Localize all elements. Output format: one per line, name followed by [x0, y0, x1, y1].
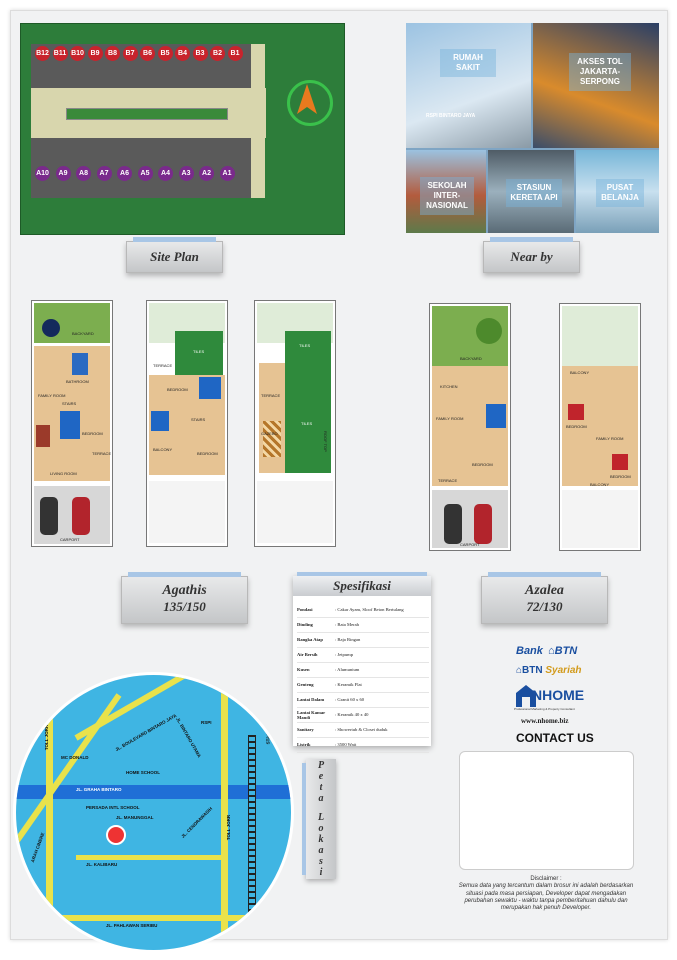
lot-marker-b12: B12 [35, 46, 50, 61]
brochure-page [10, 10, 668, 940]
peta-char: t [319, 782, 323, 793]
nhome-tagline: Professional Marketing & Property Consultant [514, 707, 575, 711]
lot-marker-a10: A10 [35, 166, 50, 181]
carport-area [149, 481, 225, 543]
btn-text: BTN [554, 645, 578, 657]
room-label: ROOF TOP [323, 431, 328, 452]
gazebo-block [263, 421, 281, 457]
spec-value: : Showertub & Closet duduk [335, 727, 388, 732]
lot-marker-b3: B3 [193, 46, 208, 61]
agathis-size: 135/150 [163, 599, 206, 614]
map-label: RSPI [201, 720, 212, 725]
website-link[interactable]: www.nhome.biz [521, 717, 569, 725]
map-label: BSD [56, 923, 66, 928]
spec-value: : 3500 Watt [335, 742, 357, 747]
peta-char: L [317, 812, 325, 823]
tile-toll [533, 23, 659, 148]
tree-icon [476, 318, 502, 344]
lot-marker-b5: B5 [158, 46, 173, 61]
hospital-sign: RSPI BINTARO JAYA [426, 113, 476, 119]
peta-char: P [317, 760, 325, 771]
room-label: BEDROOM [610, 474, 631, 479]
road-diagonal [13, 693, 121, 852]
carport-area [562, 490, 638, 548]
contact-us-heading: CONTACT US [516, 731, 594, 745]
disclaimer-title: Disclaimer : [530, 876, 562, 882]
room-label: STAIRS [191, 417, 206, 422]
room-label: BEDROOM [197, 451, 218, 456]
specification-table [293, 576, 431, 746]
agathis-name: Agathis [162, 583, 207, 598]
tile-label-hospital: RUMAH SAKIT [440, 49, 496, 77]
bed-icon [612, 454, 628, 470]
tile-station [488, 150, 574, 233]
room-label: BALCONY [590, 482, 610, 487]
spec-row [297, 722, 429, 738]
lot-marker-a3: A3 [179, 166, 194, 181]
peta-lokasi-label [306, 759, 336, 879]
disclaimer-body: Semua data yang tercantum dalam brosur ini adalah berdasarkan situasi pada masa persiapan, Developer dapat mengadakan perubahan sewaktu - waktu tanpa pemberitahuan dahulu dan merupakan hak penuh Developer. [458, 883, 634, 912]
spec-key: Air Bersih [297, 652, 318, 657]
spec-value: : Cakar Ayam, Sloof Beton Bertulang [335, 607, 404, 612]
spec-value: : Keramik Flat [335, 682, 362, 687]
lot-marker-a2: A2 [199, 166, 214, 181]
agathis-type-label [121, 576, 248, 624]
spec-key: Lantai Dalam [297, 697, 325, 702]
peta-char: i [319, 867, 323, 878]
lot-marker-b8: B8 [105, 46, 120, 61]
carport-area [257, 481, 333, 543]
room-label: TILES [193, 349, 205, 354]
room-label: TERRACE [261, 393, 281, 398]
car-icon [444, 504, 462, 544]
tile-label-mall: PUSAT BELANJA [596, 179, 644, 207]
lot-marker-b6: B6 [140, 46, 155, 61]
room-label: BEDROOM [167, 387, 188, 392]
bathroom-block [199, 377, 221, 399]
spec-key: Pondasi [297, 607, 313, 612]
spec-row [297, 647, 429, 663]
spec-value: : Keramik 40 x 40 [335, 712, 369, 717]
north-compass-icon [287, 80, 333, 126]
room-label: STAIRS [62, 401, 77, 406]
road-kaliboru [76, 855, 226, 860]
disclaimer [451, 876, 641, 912]
room-label: FAMILY ROOM [596, 436, 624, 441]
btn-syariah-logo: ⌂BTN Syariah [516, 665, 582, 676]
lot-marker-a4: A4 [158, 166, 173, 181]
peta-char: e [318, 771, 324, 782]
btn2-text: BTN [522, 665, 543, 676]
room-label: BEDROOM [82, 431, 103, 436]
location-pin-icon [106, 825, 126, 845]
road-toll-jorr [221, 675, 228, 950]
road-boulevard [75, 672, 269, 741]
agathis-first-floor-plan [146, 300, 228, 547]
spec-value: : Granit 60 x 60 [335, 697, 365, 702]
spec-key: Sanitary [297, 727, 314, 732]
map-label: PERSADA INTL SCHOOL [86, 805, 140, 810]
tile-label-school: SEKOLAH INTER- NASIONAL [420, 177, 474, 215]
lot-marker-b4: B4 [175, 46, 190, 61]
room-label: BALCONY [570, 370, 590, 375]
bedroom-block [60, 411, 80, 439]
room-label: BACKYARD [460, 356, 482, 361]
spec-row [297, 662, 429, 678]
room-label: BEDROOM [472, 462, 493, 467]
room-label: BATHROOM [66, 379, 89, 384]
room-label: TERRACE [153, 363, 173, 368]
syariah-text: Syariah [545, 665, 582, 676]
spec-row [297, 707, 429, 723]
spec-key: Listrik [297, 742, 311, 747]
tile-school [406, 150, 486, 233]
map-label: JL. KALIBARU [86, 862, 118, 867]
near-by-label: Near by [483, 241, 580, 273]
room-label: FAMILY ROOM [38, 393, 66, 398]
room-label: TILES [299, 343, 311, 348]
azalea-size: 72/130 [526, 599, 563, 614]
map-label: MC DONALD [61, 755, 89, 760]
map-label: JL. BINTARO UTAMA [175, 716, 202, 759]
bed-icon [568, 404, 584, 420]
spec-value: : Bata Merah [335, 622, 359, 627]
backyard-area [562, 306, 638, 366]
spec-row [297, 602, 429, 618]
site-plan-image [20, 23, 345, 235]
nearby-collage [406, 23, 659, 233]
map-label: JL. GRAHA BINTARO [76, 787, 122, 792]
spec-value: : Jetpump [335, 652, 353, 657]
map-label: TOLL JORR [226, 814, 232, 841]
tile-label-toll: AKSES TOL JAKARTA- SERPONG [569, 53, 631, 91]
spec-row [297, 617, 429, 633]
agathis-ground-floor-plan [31, 300, 113, 547]
room-label: FAMILY ROOM [436, 416, 464, 421]
azalea-first-floor-plan [559, 303, 641, 551]
tiles-area [285, 361, 331, 473]
azalea-name: Azalea [525, 583, 564, 598]
azalea-ground-floor-plan [429, 303, 511, 551]
tile-mall [576, 150, 659, 233]
bathroom-block [486, 404, 506, 428]
side-road [251, 44, 265, 198]
lot-marker-b10: B10 [70, 46, 85, 61]
peta-char: o [318, 823, 324, 834]
bathroom-block [72, 353, 88, 375]
peta-char: a [318, 845, 324, 856]
peta-char: s [319, 856, 323, 867]
lot-marker-b9: B9 [88, 46, 103, 61]
spec-value: : Baja Ringan [335, 637, 361, 642]
nhome-logo [514, 683, 585, 713]
spec-title: Spesifikasi [293, 576, 431, 596]
lot-marker-a9: A9 [56, 166, 71, 181]
spec-key: Lantai Kamar Mandi [297, 709, 326, 720]
room-label: CARPORT [60, 537, 80, 542]
lot-marker-a5: A5 [138, 166, 153, 181]
peta-char: a [318, 793, 324, 804]
room-label: GAZEBO [261, 431, 278, 436]
bank-btn-logo: Bank ⌂BTN [516, 645, 578, 657]
tile-label-station: STASIUN KERETA API [506, 179, 562, 207]
room-label: CARPORT [460, 542, 480, 547]
spec-key: Genteng [297, 682, 314, 687]
car-icon [40, 497, 58, 535]
room-label: BEDROOM [566, 424, 587, 429]
map-label: JL. MANUNGGAL [116, 815, 154, 820]
map-label: ARAH CINERE [29, 831, 46, 864]
tile-hospital [406, 23, 531, 148]
room-label: TILES [301, 421, 313, 426]
map-label: HOME SCHOOL [126, 770, 161, 775]
map-label: TOLL JORR [44, 724, 50, 751]
spec-row [297, 737, 429, 753]
spec-value: : Alumunium [335, 667, 360, 672]
lot-marker-b1: B1 [228, 46, 243, 61]
road-toll-left [46, 675, 53, 950]
lot-marker-a6: A6 [117, 166, 132, 181]
lot-marker-b2: B2 [210, 46, 225, 61]
room-label: KITCHEN [440, 384, 458, 389]
road-median [66, 108, 228, 120]
lot-marker-b7: B7 [123, 46, 138, 61]
location-map [13, 672, 294, 953]
room-label: BACKYARD [72, 331, 94, 336]
nhome-text: NHOME [532, 687, 585, 703]
room-label: TERRACE [438, 478, 458, 483]
car-icon [474, 504, 492, 544]
lot-marker-a1: A1 [220, 166, 235, 181]
pool-icon [42, 319, 60, 337]
map-label: JL. CENDRAWASIH [180, 806, 214, 839]
azalea-type-label [481, 576, 608, 624]
bathroom-block [151, 411, 169, 431]
peta-char: k [318, 834, 324, 845]
spec-key: Kusen [297, 667, 310, 672]
map-label: JL. BOULEVARD BINTARO JAYA [114, 712, 178, 753]
contact-box [459, 751, 634, 870]
room-label: BALCONY [153, 447, 173, 452]
map-label: JL. PAHLAWAN SERIBU [106, 923, 158, 928]
living-block [36, 425, 50, 447]
agathis-roof-plan [254, 300, 336, 547]
bank-text: Bank [516, 645, 543, 657]
room-label: LIVING ROOM [50, 471, 77, 476]
lot-marker-b11: B11 [53, 46, 68, 61]
spec-row [297, 692, 429, 708]
lot-marker-a8: A8 [76, 166, 91, 181]
lot-marker-a7: A7 [97, 166, 112, 181]
spec-row [297, 632, 429, 648]
spec-key: Rangka Atap [297, 637, 323, 642]
spec-key: Dinding [297, 622, 313, 627]
car-icon [72, 497, 90, 535]
room-label: TERRACE [92, 451, 112, 456]
railway [248, 735, 256, 953]
site-plan-label: Site Plan [126, 241, 223, 273]
map-label: STASIUN K.A SUDIMARA [265, 690, 271, 745]
spec-row [297, 677, 429, 693]
